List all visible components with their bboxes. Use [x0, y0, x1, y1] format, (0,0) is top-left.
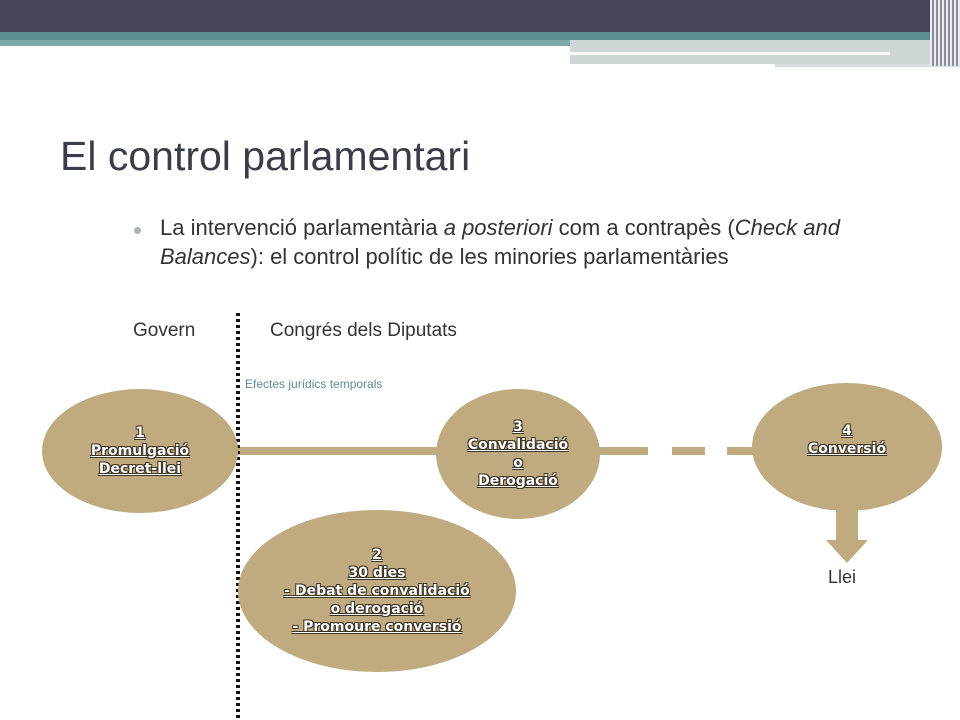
divider-dotted: [236, 313, 240, 720]
node-text: Conversió: [807, 441, 887, 457]
node-text: o: [513, 455, 523, 471]
bullet-text-part: com a contrapès (: [552, 215, 735, 240]
label-congres: Congrés dels Diputats: [270, 320, 457, 341]
node-text: 1: [135, 425, 145, 441]
bullet-text-italic: a posteriori: [443, 215, 553, 240]
node-text: Derogació: [478, 473, 558, 489]
bullet-text-italic: Check and Balances: [160, 215, 840, 269]
label-effects: Efectes jurídics temporals: [245, 377, 383, 391]
node-convalidacio: [436, 389, 600, 519]
node-text: 4: [842, 423, 852, 439]
label-govern: Govern: [133, 320, 196, 341]
node-conversio: [752, 383, 942, 511]
node-text: Decret-llei: [98, 461, 182, 477]
node-text: Promulgació: [90, 443, 190, 459]
bullet-text-part: La intervenció parlamentària: [160, 215, 444, 240]
node-text: 30 dies: [348, 565, 406, 581]
bullet-text-part: ): el control polític de les minories parlamentàries: [250, 243, 729, 269]
node-text: Convalidació: [467, 437, 569, 453]
label-llei: Llei: [828, 567, 857, 587]
connector-line: [234, 447, 446, 455]
node-promulgacio: [42, 389, 238, 513]
arrow-down-icon: [826, 510, 868, 564]
node-text: 3: [513, 419, 523, 435]
header-white-line: [570, 52, 890, 55]
bullet-dot: [134, 227, 141, 234]
header-stripes: [930, 0, 960, 66]
node-30-dies: [238, 510, 516, 672]
header-accent-bar-lower: [0, 40, 570, 46]
node-text: - Promoure conversió: [292, 619, 462, 635]
node-text: o derogació: [330, 601, 424, 617]
header-accent-bar: [0, 32, 960, 40]
connector-dash: [672, 447, 705, 455]
header-bar: [0, 0, 960, 32]
node-text: 2: [372, 547, 382, 563]
slide-title: El control parlamentari: [60, 133, 471, 179]
node-text: - Debat de convalidació: [284, 583, 470, 599]
bullet-text: [160, 214, 860, 271]
